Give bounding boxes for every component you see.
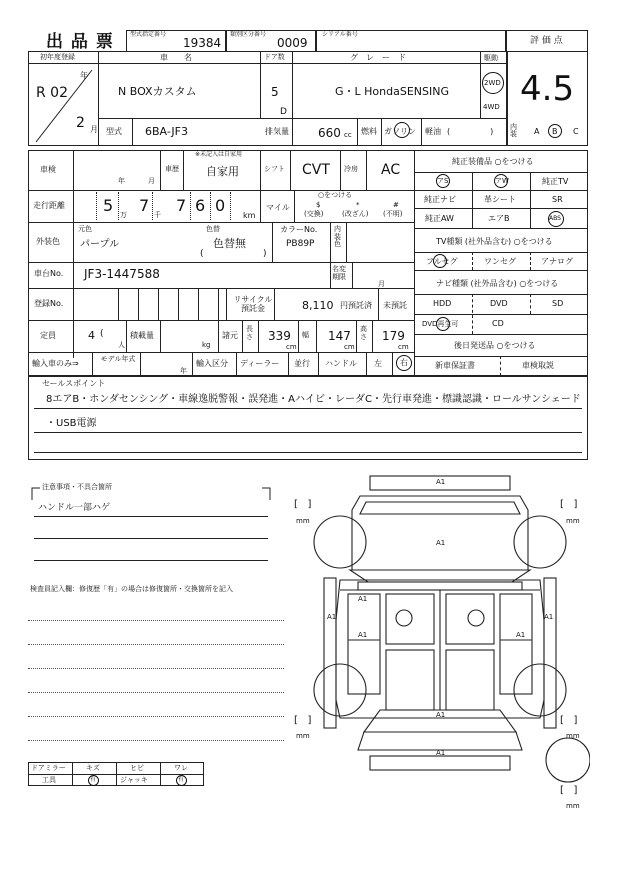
history-label: 車歴 [165, 165, 179, 173]
equip-airbag: エアB [488, 214, 510, 223]
mark-back-door: A1 [436, 711, 446, 719]
mark-tamper: * [356, 201, 360, 209]
tire-spare-bracket: [ ] [560, 785, 578, 796]
doors-value: 5 [271, 85, 279, 99]
mileage-digit-3: 7 [176, 196, 187, 215]
tire-spare-mm: mm [566, 802, 580, 810]
model-label: 型式 [106, 127, 122, 136]
mileage-sen: 千 [154, 211, 161, 219]
first-reg-era: R 02 [36, 85, 68, 101]
mileage-digit-5: 0 [215, 196, 226, 215]
shift-value: CVT [302, 162, 330, 178]
chassis-label: 車台No. [34, 269, 64, 278]
class-no-label: 類別区分番号 [230, 31, 267, 38]
mileage-man: 万 [120, 211, 127, 219]
recolor-paren-close: ) [263, 249, 267, 259]
mark-left-fender: A1 [327, 613, 337, 621]
model-year-unit: 年 [180, 367, 187, 375]
score-value: 4.5 [520, 69, 575, 109]
chassis-value: JF3-1447588 [84, 267, 160, 281]
dims-label: 諸元 [222, 331, 238, 340]
recolor-paren-open: ( [200, 249, 204, 259]
sales-point-label: セールスポイント [42, 379, 106, 388]
tire-fl-mm: mm [296, 517, 310, 525]
len-value: 339 [268, 329, 291, 343]
navi-sd: SD [552, 299, 564, 308]
type-no-label: 型式指定番号 [130, 31, 167, 38]
form-title: 出 品 票 [46, 32, 114, 52]
mark-unknown-sub: (不明) [383, 210, 403, 218]
height-label: 高さ [360, 325, 367, 341]
color-no-label: カラーNo. [280, 225, 318, 234]
later-manual: 車検取説 [522, 361, 554, 370]
doors-label: ドア数 [264, 53, 285, 61]
drive-2wd: 2WD [484, 79, 501, 87]
later-warranty: 新車保証書 [435, 361, 475, 370]
car-name-value: N BOXカスタム [118, 85, 197, 98]
import-parallel: 並行 [294, 359, 310, 368]
mark-rear-right-door: A1 [516, 631, 526, 639]
navi-hdd: HDD [433, 299, 452, 308]
sales-point-line2: ・USB電源 [46, 418, 97, 429]
color-label: 外装色 [36, 237, 60, 246]
mark-front-left-door: A1 [358, 595, 368, 603]
legend-scratch: キズ [86, 764, 100, 772]
cc-unit: cc [344, 131, 352, 139]
int-color-label: 内装色 [334, 225, 341, 249]
fuel-other: ( ) [447, 127, 494, 136]
load-kg: kg [202, 341, 211, 349]
first-reg-month: 2 [76, 115, 85, 131]
width-cm: cm [344, 343, 355, 351]
capacity-unit: 人 [118, 341, 125, 349]
mark-rear-bumper: A1 [436, 749, 446, 757]
mark-rear-left-door: A1 [358, 631, 368, 639]
tire-fl-bracket: [ ] [294, 499, 312, 510]
orig-color-value: パープル [80, 239, 120, 250]
history-value: 自家用 [206, 165, 239, 178]
type-no-value: 19384 [183, 36, 222, 50]
mileage-digit-4: 6 [195, 196, 206, 215]
deadline-month: 月 [378, 280, 385, 288]
width-value: 147 [328, 329, 351, 343]
drive-4wd: 4WD [483, 103, 500, 111]
history-note: ※未記入は自家用 [195, 151, 243, 158]
tire-rl-bracket: [ ] [294, 715, 312, 726]
door-type: D [280, 107, 287, 117]
first-reg-label: 初年度登録 [40, 53, 75, 61]
import-type-label: 輸入区分 [196, 359, 228, 368]
recolor-label: 色替 [206, 225, 220, 233]
len-label: 長さ [246, 325, 253, 341]
import-label: 輸入車のみ⇒ [32, 359, 79, 368]
year-unit: 年 [80, 71, 88, 80]
score-label: 評 価 点 [530, 36, 563, 46]
reg-no-label: 登録No. [34, 299, 64, 308]
mark-tamper-sub: (改ざん) [342, 210, 369, 218]
len-cm: cm [286, 343, 297, 351]
mark-hood: A1 [436, 539, 446, 547]
cooler-label: 冷房 [344, 165, 358, 173]
interior-c: C [573, 127, 579, 136]
legend-crack: ヒビ [130, 764, 144, 772]
name-change-label: 名変期限 [332, 265, 346, 281]
fuel-diesel: 軽油 [425, 127, 441, 136]
equip-leather: 革シート [484, 195, 516, 204]
inspection-year: 年 [118, 177, 125, 185]
equip-airbag-s: アS [437, 177, 449, 185]
width-label: 幅 [302, 331, 309, 339]
navi-dvd-play: DVD再生可 [422, 320, 459, 328]
model-year-label: モデル年式 [100, 355, 136, 363]
interior-b: B [552, 127, 558, 136]
recycle-value: 8,110 [302, 299, 334, 312]
cooler-value: AC [381, 162, 401, 178]
tire-fr-mm: mm [566, 517, 580, 525]
tire-fr-bracket: [ ] [560, 499, 578, 510]
handle-right: 右 [400, 358, 408, 367]
capacity-value: 4 [88, 329, 95, 342]
legend-tools-yes: 有 [90, 776, 97, 783]
drive-label: 駆動 [484, 54, 498, 62]
mark-exchange: $ [316, 201, 321, 209]
sales-point-box [28, 376, 588, 460]
navi-label: ナビ種類 (社外品含む) ○をつける [436, 279, 559, 288]
fuel-label: 燃料 [361, 127, 377, 136]
equip-genuine-navi: 純正ナビ [424, 195, 456, 204]
mileage-label: 走行距離 [33, 201, 65, 210]
handle-left: 左 [374, 359, 382, 368]
mark-note: ○をつける [318, 191, 353, 199]
class-no-value: 0009 [277, 36, 308, 50]
color-no-value: PB89P [286, 239, 315, 249]
tv-oneseg: ワンセグ [484, 257, 516, 266]
mileage-digit-2: 7 [139, 196, 150, 215]
load-label: 積載量 [130, 331, 154, 340]
grade-label: グ レ ー ド [350, 53, 406, 62]
notes-bracket [26, 482, 276, 552]
month-unit: 月 [90, 125, 98, 134]
equip-genuine-aw: 純正AW [425, 214, 454, 223]
recolor-value: 色替無 [213, 237, 246, 250]
capacity-paren: ( [100, 329, 104, 339]
interior-a: A [534, 127, 540, 136]
sales-point-line1: 8エアB・ホンダセンシング・車線逸脱警報・誤発進・Aハイビ・レーダC・先行車発進・標識認識・ロールサンシェード [46, 394, 581, 405]
car-name-label: 車 名 [160, 53, 192, 62]
interior-label: 内装 [510, 123, 517, 138]
import-dealer: ディーラー [240, 359, 280, 368]
serial-label: シリアル番号 [322, 31, 358, 38]
mile-label: マイル [266, 203, 290, 212]
height-value: 179 [382, 329, 405, 343]
legend-jack-yes: 有 [178, 776, 185, 783]
car-diagram [290, 470, 590, 790]
mark-front-bumper: A1 [436, 478, 446, 486]
inspection-month: 月 [148, 177, 155, 185]
fuel-gasoline: ガソリン [384, 127, 416, 136]
recycle-none: 未預託 [383, 301, 407, 310]
recycle-label: リサイクル預託金 [233, 295, 273, 313]
tire-rl-mm: mm [296, 732, 310, 740]
notes-text: ハンドル一部ハゲ [38, 503, 111, 513]
inspector-label: 検査員記入欄：修復歴「有」の場合は修復箇所・交換箇所を記入 [30, 585, 233, 593]
grade-value: G・L HondaSENSING [335, 85, 449, 98]
inspection-label: 車検 [40, 165, 56, 174]
displacement-label: 排気量 [265, 127, 289, 136]
mark-right-quarter: A1 [544, 613, 554, 621]
equip-genuine-tv: 純正TV [542, 177, 569, 186]
tire-rr-mm: mm [566, 732, 580, 740]
legend-mirror: ドアミラー [31, 764, 66, 772]
navi-dvd: DVD [490, 299, 508, 308]
mark-unknown: # [393, 201, 399, 209]
genuine-label: 純正装備品 ○をつける [452, 157, 534, 166]
orig-color-label: 元色 [78, 225, 92, 233]
model-value: 6BA-JF3 [145, 125, 188, 138]
handle-label: ハンドル [325, 359, 357, 368]
mileage-digit-1: 5 [103, 196, 114, 215]
later-label: 後日発送品 ○をつける [454, 341, 536, 350]
mileage-km: km [243, 211, 256, 220]
equip-airbag-w: アW [495, 177, 509, 185]
mark-exchange-sub: (交換) [304, 210, 324, 218]
legend-jack: ジャッキ [120, 776, 148, 784]
displacement-value: 660 [318, 126, 341, 140]
shift-label: シフト [264, 165, 285, 173]
equip-sr: SR [552, 195, 563, 204]
tv-fullseg: フルセグ [426, 257, 458, 266]
navi-cd: CD [492, 319, 504, 328]
equip-abs: ABS [549, 215, 561, 222]
tv-analog: アナログ [541, 257, 573, 266]
tv-label: TV種類 (社外品含む) ○をつける [436, 237, 553, 246]
tire-rr-bracket: [ ] [560, 715, 578, 726]
capacity-label: 定員 [40, 331, 56, 340]
height-cm: cm [398, 343, 409, 351]
notes-label: 注意事項・不具合箇所 [42, 483, 112, 491]
legend-break: ワレ [174, 764, 188, 772]
legend-tools: 工具 [42, 776, 56, 784]
recycle-unit: 円預託済 [340, 301, 372, 310]
